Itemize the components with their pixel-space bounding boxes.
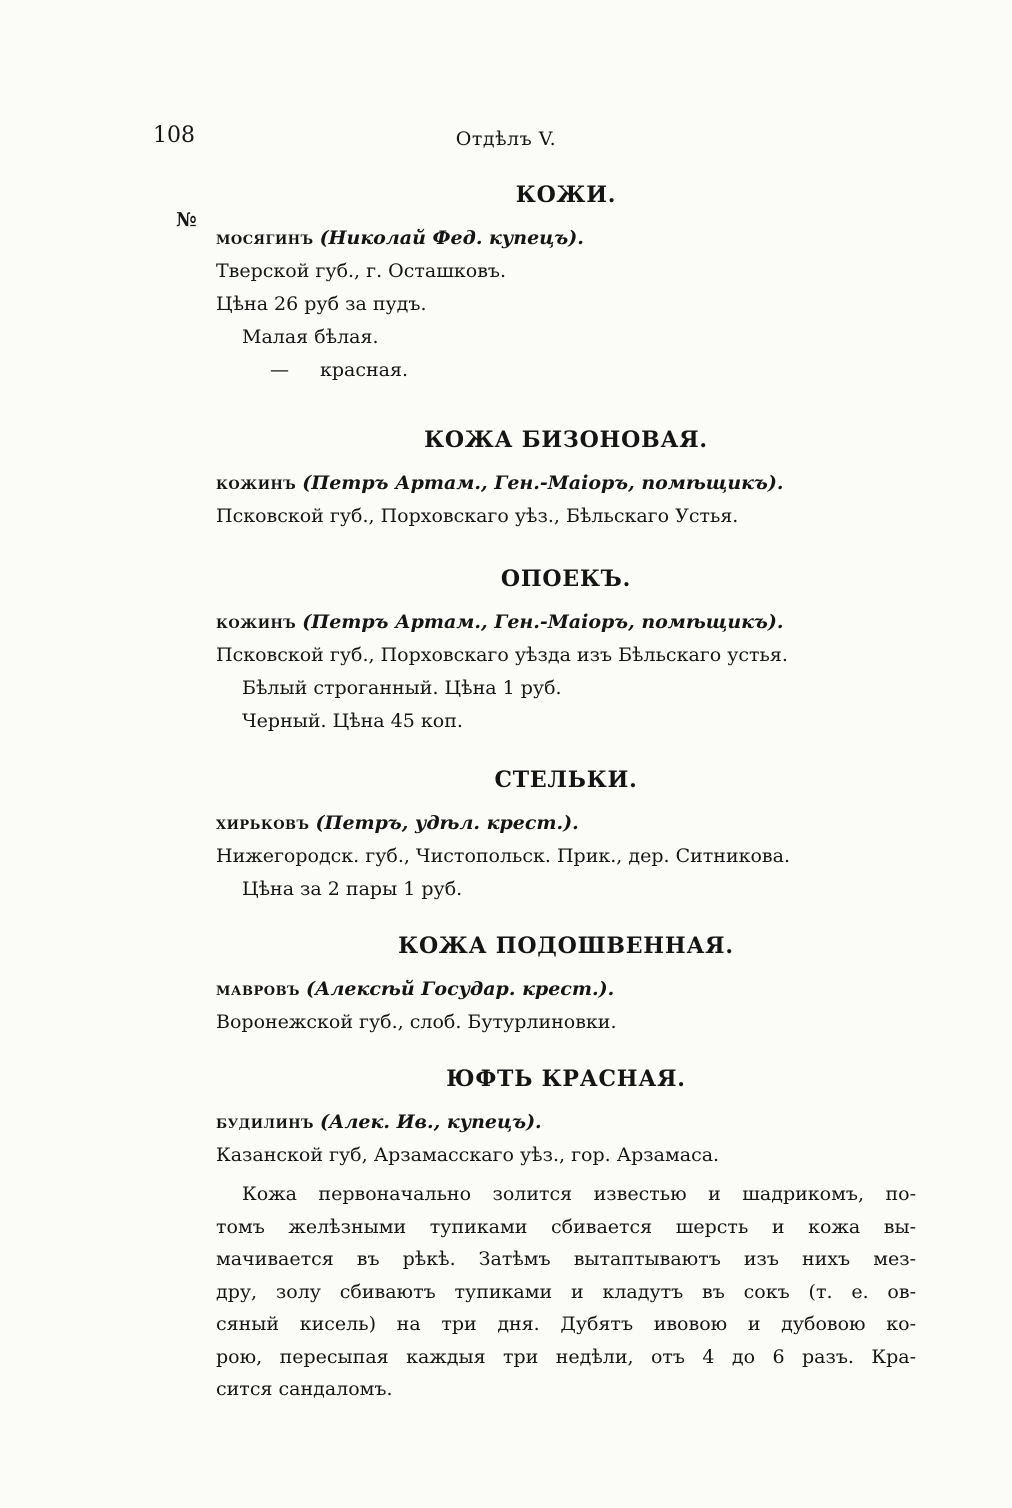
producer-name: будилинъ xyxy=(216,1111,314,1133)
section-heading: КОЖИ. xyxy=(515,182,617,208)
producer-location: Псковской губ., Порховскаго уѣз., Бѣльскаго Устья. xyxy=(216,505,739,527)
item-line: Черный. Цѣна 45 коп. xyxy=(242,710,463,732)
producer-name: мавровъ xyxy=(216,978,300,1000)
producer-note: (Алексѣй Государ. крест.). xyxy=(306,978,615,1000)
producer-name: хирьковъ xyxy=(216,812,310,834)
producer-name: кожинъ xyxy=(216,611,297,633)
item-line: Малая бѣлая. xyxy=(242,326,379,348)
producer-entry xyxy=(216,1106,916,1139)
paragraph-line: сяный кисель) на три дня. Дубятъ ивовою и дубовою ко- xyxy=(216,1313,916,1335)
producer-note: (Николай Фед. купецъ). xyxy=(319,227,584,249)
running-head: Отдѣлъ V. xyxy=(455,128,557,150)
number-sign: № xyxy=(176,209,197,231)
section-heading: КОЖА БИЗОНОВАЯ. xyxy=(424,427,708,453)
producer-name: мосягинъ xyxy=(216,227,314,249)
process-description xyxy=(216,1178,916,1406)
section-kozha-bizonovaya xyxy=(216,427,916,533)
producer-note: (Петръ, удѣл. крест.). xyxy=(315,812,579,834)
paragraph-line: томъ желѣзными тупиками сбивается шерсть и кожа вы- xyxy=(216,1215,916,1238)
paragraph-line: дру, золу сбиваютъ тупиками и кладутъ въ сокъ (т. е. ов- xyxy=(216,1280,916,1303)
producer-entry xyxy=(216,222,916,255)
producer-note: (Петръ Артам., Ген.-Маiоръ, помѣщикъ). xyxy=(302,611,784,633)
producer-entry xyxy=(216,467,916,500)
producer-note: (Алек. Ив., купецъ). xyxy=(320,1111,542,1133)
section-kozha-podoshvennaya xyxy=(216,933,916,1039)
section-heading: ОПОЕКЪ. xyxy=(500,566,632,592)
producer-location: Тверской губ., г. Осташковъ. xyxy=(216,260,507,282)
producer-location: Нижегородск. губ., Чистопольск. Прик., дер. Ситникова. xyxy=(216,845,790,867)
section-heading: СТЕЛЬКИ. xyxy=(494,767,638,793)
page-number: 108 xyxy=(153,123,195,148)
producer-note: (Петръ Артам., Ген.-Маiоръ, помѣщикъ). xyxy=(302,472,784,494)
producer-entry xyxy=(216,973,916,1006)
paragraph-line: мачивается въ рѣкѣ. Затѣмъ вытаптываютъ изъ нихъ мез- xyxy=(216,1248,916,1270)
producer-entry xyxy=(216,807,916,840)
producer-location: Казанской губ, Арзамасскаго уѣз., гор. Арзамаса. xyxy=(216,1144,720,1166)
item-line-dash: — красная. xyxy=(270,359,409,381)
section-heading: ЮФТЬ КРАСНАЯ. xyxy=(446,1066,686,1092)
price-line: Цѣна 26 руб за пудъ. xyxy=(216,293,427,315)
paragraph-line: рою, пересыпая каждыя три недѣли, отъ 4 до 6 разъ. Кра- xyxy=(216,1345,916,1368)
paragraph-line: сится сандаломъ. xyxy=(216,1378,393,1400)
section-heading: КОЖА ПОДОШВЕННАЯ. xyxy=(398,933,734,959)
section-yuft-krasnaya xyxy=(216,1066,916,1172)
section-stelki xyxy=(216,767,916,906)
item-line: Бѣлый строганный. Цѣна 1 руб. xyxy=(242,677,562,699)
producer-entry xyxy=(216,606,916,639)
section-opoek xyxy=(216,566,916,738)
producer-location: Воронежской губ., слоб. Бутурлиновки. xyxy=(216,1011,617,1033)
paragraph-line: Кожа первоначально золится известью и шадрикомъ, по- xyxy=(242,1183,916,1205)
item-line: Цѣна за 2 пары 1 руб. xyxy=(242,878,463,900)
section-kozhi xyxy=(216,182,916,387)
item-line-text: красная. xyxy=(320,359,409,381)
producer-name: кожинъ xyxy=(216,472,297,494)
producer-location: Псковской губ., Порховскаго уѣзда изъ Бѣльскаго устья. xyxy=(216,644,788,666)
